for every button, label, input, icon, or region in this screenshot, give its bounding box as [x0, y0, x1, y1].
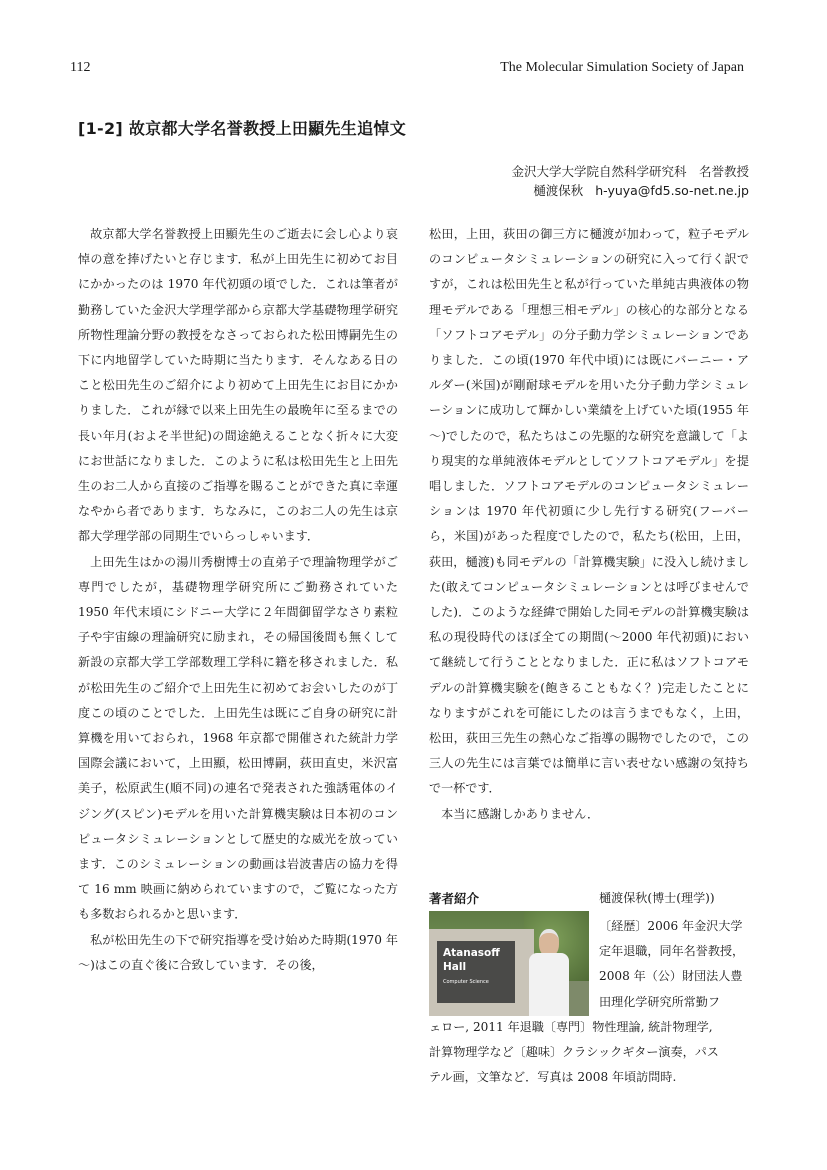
paragraph-4: 本当に感謝しかありません．	[441, 806, 600, 821]
right-column	[429, 222, 749, 827]
left-column	[78, 222, 398, 978]
author-profile-heading: 著者紹介	[429, 891, 480, 906]
author-photo	[429, 911, 589, 1016]
author-profile	[429, 889, 749, 1099]
photo-sign-line-3: Computer Science	[443, 979, 489, 985]
photo-sign-line-2: Hall	[443, 961, 467, 973]
photo-person-shirt	[529, 953, 569, 1016]
photo-building-sign	[437, 941, 515, 1003]
photo-person	[529, 929, 569, 1016]
author-name: 樋渡保秋	[533, 183, 584, 198]
journal-name: The Molecular Simulation Society of Japan	[500, 60, 744, 75]
author-email[interactable]: h-yuya@fd5.so-net.ne.jp	[595, 183, 749, 198]
page-number: 112	[70, 60, 91, 75]
profile-line: 定年退職，同年名誉教授，	[599, 944, 745, 959]
profile-line: 2008 年（公）財団法人豊	[599, 969, 743, 984]
paragraph-2: 上田先生はかの湯川秀樹博士の直弟子で理論物理学がご専門でしたが，基礎物理学研究所にご勤務されていた 1950 年代末頃にシドニー大学に２年間御留学なさり素粒子や宇宙線の理論研究に励まれ，その帰国後間も無くして新設の京都大学工学部数理工学科に籍を移されました．私が松田先生のご紹介で上田先生に初めてお会いしたのが丁度この頃のことでした．上田先生は既にご自身の研究に計算機を用いておられ，1968 年京都で開催された統計力学国際会議において，上田顯，松田博嗣，荻田直史，米沢富美子，松原武生(順不同)の連名で発表された強誘電体のイジング(スピン)モデルを用いた計算機実験は日本初のコンピュータシミュレーションとして歴史的な威光を放っています．このシミュレーションの動画は岩波書店の協力を得て 16 mm 映画に納められていますので，ご覧になった方も多数おられるかと思います．	[78, 554, 398, 922]
article-title: [1-2] 故京都大学名誉教授上田顯先生追悼文	[78, 119, 407, 138]
profile-line: ェロー, 2011 年退職〔専門〕物性理論, 統計物理学,	[429, 1020, 713, 1034]
author-affiliation-block	[511, 162, 749, 200]
affiliation: 金沢大学大学院自然科学研究科 名誉教授	[511, 164, 749, 179]
author-profile-side-text	[599, 914, 749, 1015]
profile-line: 計算物理学など〔趣味〕クラシックギター演奏，パス	[429, 1045, 719, 1060]
paragraph-3-continued: 松田，上田，荻田の御三方に樋渡が加わって，粒子モデルのコンピュータシミュレーションの研究に入って行く訳ですが，これは松田先生と私が行っていた単純古典液体の物理モデルである「理想三相モデル」の核心的な部分となる「ソフトコアモデル」の分子動力学シミュレーションでありました．この頃(1970 年代中頃)には既にバーニー・アルダー(米国)が剛耐球モデルを用いた分子動力学シミュレーションに成功して輝かしい業績を上げていた頃(1955 年～)でしたので，私たちはこの先駆的な研究を意識して「より現実的な単純液体モデルとしてソフトコアモデル」を提唱しました．ソフトコアモデルのコンピュータシミュレーションは 1970 年代初頭に少し先行する研究(フーバーら，米国)があった程度でしたので，私たち(松田，上田，荻田，樋渡)も同モデルの「計算機実験」に没入し続けました(敢えてコンピュータシミュレーションとは呼びませんでした)．このような経緯で開始した同モデルの計算機実験は私の現役時代のほぼ全ての期間(～2000 年代初頭)において継続して行うこととなりました．正に私はソフトコアモデルの計算機実験を(飽きることもなく？)完走したことになりますがこれを可能にしたのは言うまでもなく，上田，松田，荻田三先生の熱心なご指導の賜物でしたので，この三人の先生には言葉では簡単に言い表せない感謝の気持ちで一杯です．	[429, 227, 749, 796]
profile-line: 〔経歴〕2006 年金沢大学	[599, 919, 743, 933]
profile-line: テル画，文筆など．写真は 2008 年頃訪問時.	[429, 1070, 677, 1085]
profile-line: 田理化学研究所常勤フ	[599, 994, 720, 1009]
author-profile-name: 樋渡保秋(博士(理学))	[599, 891, 715, 905]
author-contact	[511, 181, 749, 200]
author-profile-bottom-text	[429, 1015, 749, 1091]
paragraph-1: 故京都大学名誉教授上田顯先生のご逝去に会し心より哀悼の意を捧げたいと存じます．私が上田先生に初めてお目にかかったのは 1970 年代初頭の頃でした．これは筆者が勤務していた金沢大学理学部から京都大学基礎物理学研究所物性理論分野の教授をなさっておられた松田博嗣先生の下に内地留学していた時期に当たります．そんなある日のこと松田先生のご紹介により初めて上田先生にお目にかかりました．これが縁で以来上田先生の最晩年に至るまでの長い年月(およそ半世紀)の間途絶えることなく折々に大変にお世話になりました．このように私は松田先生と上田先生のお二人から直接のご指導を賜ることができた真に幸運なやから者であります．ちなみに，このお二人の先生は京都大学理学部の同期生でいらっしゃいます．	[78, 227, 398, 544]
paragraph-3: 私が松田先生の下で研究指導を受け始めた時期(1970 年～)はこの直ぐ後に合致しています．その後，	[78, 932, 398, 972]
photo-sign-line-1: Atanasoff	[443, 947, 500, 959]
